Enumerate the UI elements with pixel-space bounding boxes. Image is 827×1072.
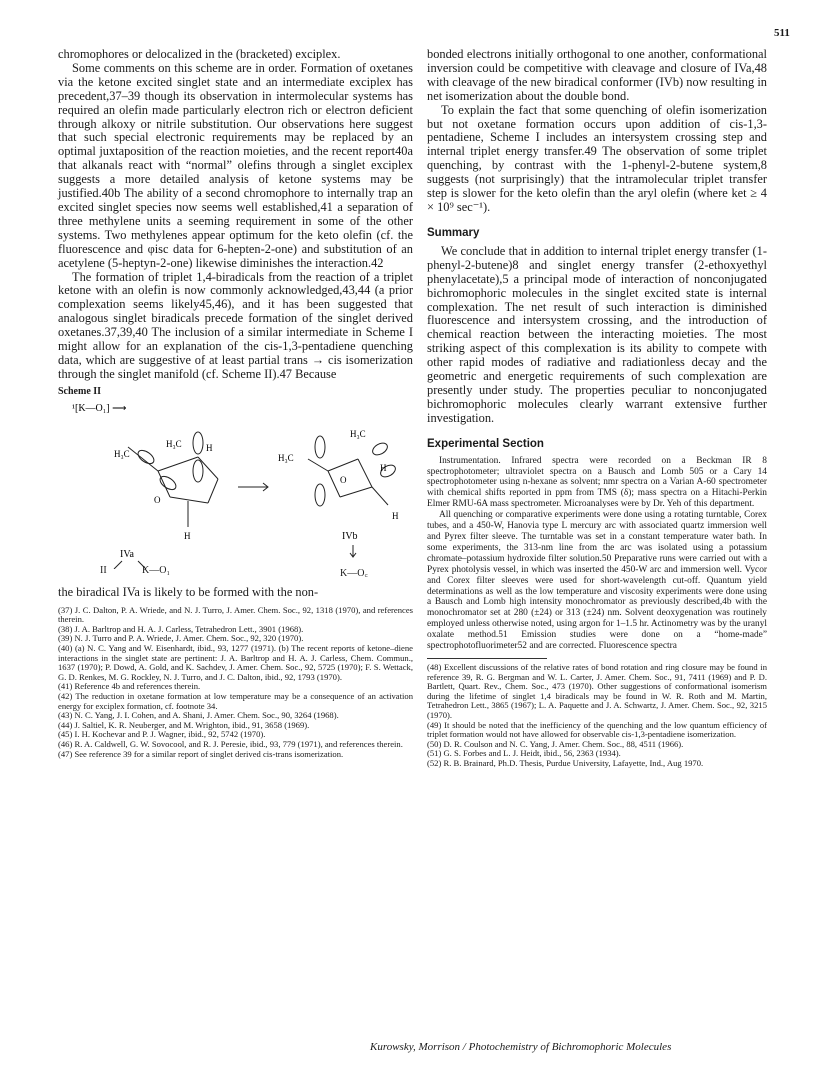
section-heading-summary: Summary xyxy=(427,226,480,239)
footnote-divider xyxy=(427,658,547,659)
footnote: (51) G. S. Forbes and L. J. Heidt, ibid., 56, 2363 (1934). xyxy=(427,748,621,759)
footnotes-right xyxy=(427,663,767,769)
right-column xyxy=(427,48,767,769)
footnote: (41) Reference 4b and references therein. xyxy=(58,681,201,692)
oxygen-label: O xyxy=(154,494,161,505)
scheme-ii-figure xyxy=(58,399,413,569)
scheme-ii-diagram xyxy=(58,399,413,569)
paragraph: The formation of triplet 1,4-biradicals from the reaction of a triplet ketone with an olefin is now commonly acknowledged,43,44 (a prior complexation seems likely45,46), and it has been suggested that analogous singlet biradicals precede formation of the singlet derived oxetanes.37,39,40 The inclusion of a similar intermediate in Scheme I might allow for an explanation of the cis-1,3-pentadiene quenching data, which are suggestive of at least partial trans → cis isomerization through the singlet manifold (cf. Scheme II).47 Because xyxy=(58,269,413,381)
footnote: (42) The reduction in oxetane formation at low temperature may be a consequence of an activation energy for exciplex formation, cf. footnote 34. xyxy=(58,691,413,711)
hydrogen-label: H xyxy=(380,462,387,473)
paragraph: All quenching or comparative experiments were done using a rotating turntable, Corex tubes, and a 450-W, Hanovia type L mercury arc with associated quartz immersion well and Pyrex filter sleeve. The turntable was set in a constant temperature water bath. In some experiments, the 313-nm line from the arc was isolated using a potassium chromate–potassium hydroxide filter solution.50 Preparative runs were carried out with a Pyrex photolysis vessel, in which was inserted the 450-W arc and immersion well. Vycor and Corex filter sleeves were used for short-wavelength cut-off. Quantum yield determinations as well as the low temperature and viscosity experiments were done using a Bausch and Lomb high intensity monochromator as previously described,4b with the monochromator set at 280 (±24) or 313 (±24) nm. Solvent deoxygenation was routinely employed unless otherwise noted, using argon for 1–1.5 hr. Actinometry was by the uranyl oxalate method.51 Emission studies were done on a “home-made” spectrophotofluorimeter52 and are corrected. Fluorescence spectra xyxy=(427,510,767,652)
footnote: (46) R. A. Caldwell, G. W. Sovocool, and R. J. Peresie, ibid., 93, 779 (1971), and references therein. xyxy=(58,738,403,749)
methyl-label: H₃C xyxy=(114,448,130,459)
running-footer: Kurowsky, Morrison / Photochemistry of Bichromophoric Molecules xyxy=(370,1041,672,1053)
paragraph: To explain the fact that some quenching of olefin isomerization but not oxetane formation occurs upon addition of cis-1,3-pentadiene, Scheme I includes an intersystem crossing step and internal triplet energy transfer.49 The observation of some triplet quenching, by contrast with the 1-phenyl-2-butene system,8 suggests (not surprisingly) that the intramolecular triplet transfer step is slower for the keto olefin than the aryl olefin (where ket ≥ 4 × 10⁹ sec⁻¹). xyxy=(427,102,767,214)
hydrogen-label: H xyxy=(184,530,191,541)
footnote: (52) R. B. Brainard, Ph.D. Thesis, Purdue University, Lafayette, Ind., Aug 1970. xyxy=(427,757,704,768)
methyl-label: H₃C xyxy=(166,438,182,449)
left-column xyxy=(58,48,413,759)
hydrogen-label: H xyxy=(392,510,399,521)
footnote: (38) J. A. Barltrop and H. A. J. Carless, Tetrahedron Lett., 3901 (1968). xyxy=(58,623,304,634)
footnote: (40) (a) N. C. Yang and W. Eisenhardt, ibid., 93, 1277 (1971). (b) The recent reports of ketone–diene interactions in the singlet state are pertinent: J. A. Barltrop and H. A. J. Carless, Chem. Commun., 1637 (1970); P. Dowd, A. Gold, and K. Sachdev, J. Amer. Chem. Soc., 92, 5725 (1970); F. S. Wettack, G. D. Renkes, M. G. Rockley, N. J. Turro, and J. C. Dalton, ibid., 92, 1793 (1970). xyxy=(58,643,413,682)
product-label: K—O₁ xyxy=(142,564,170,576)
oxygen-label: O xyxy=(340,474,347,485)
paragraph: Some comments on this scheme are in order. Formation of oxetanes via the ketone excited singlet state and an intermediate exciplex has precedent,37–39 though its observation in intermolecular systems has required an olefin made particularly electron rich or electron deficient through alkoxy or nitrile substitution. Our observations here suggest that such special electronic requirements may be replaced by an optimal juxtaposition of the reaction moieties, and the recent report40a that alkanals react with “normal” olefins through a singlet exciplex suggests a more detailed analysis of ketone systems may be justified.40b The ability of a second chromophore to internally trap an excited singlet species now seems well established,41 a separation of three methylene units a seeming requirement in some of the other systems. Two methylenes appear optimum for the keto olefin (cf. the fluorescence and φisc data for 6-hepten-2-one) and substitution of an acetylene (5-heptyn-2-one) likewise diminishes the interaction.42 xyxy=(58,60,413,270)
section-heading-experimental: Experimental Section xyxy=(427,437,544,450)
paragraph: We conclude that in addition to internal triplet energy transfer (1-phenyl-2-butene)8 and singlet energy transfer (2-ethoxyethyl phenylacetate),5 a principal mode of interaction of nonconjugated bichromophoric molecules in the singlet excited state is internal complexation. The net result of such interaction is diminished fluorescence and intersystem crossing, and the introduction of chemical reaction between the interacting moieties. The most striking aspect of this complexation is its ability to compete with other rapid modes of radiative and radiationless decay and the geometric and energetic requirements of such complexation are presently under study. The properties peculiar to nonconjugated bichromophoric molecules clearly warrant extensive further investigation. xyxy=(427,243,767,425)
footnote: (37) J. C. Dalton, P. A. Wriede, and N. J. Turro, J. Amer. Chem. Soc., 92, 1318 (1970), and references therein. xyxy=(58,604,413,625)
reaction-arrow xyxy=(350,545,356,557)
paragraph: chromophores or delocalized in the (bracketed) exciplex. xyxy=(58,47,341,61)
footnote: (39) N. J. Turro and P. A. Wriede, J. Amer. Chem. Soc., 92, 320 (1970). xyxy=(58,633,304,644)
compound-label-ivb: IVb xyxy=(342,530,358,542)
hydrogen-label: H xyxy=(206,442,213,453)
scheme-start: ¹[K—O₁] ⟶ xyxy=(72,402,127,414)
product-label: II xyxy=(100,564,107,576)
paragraph: the biradical IVa is likely to be formed with the non- xyxy=(58,584,319,599)
compound-label-iva: IVa xyxy=(120,548,134,560)
page-number: 511 xyxy=(774,27,790,39)
footnote: (50) D. R. Coulson and N. C. Yang, J. Amer. Chem. Soc., 88, 4511 (1966). xyxy=(427,738,684,749)
paragraph: Instrumentation. Infrared spectra were recorded on a Beckman IR 8 spectrophotometer; ultraviolet spectra on a Bausch and Lomb 505 or a Cary 14 spectrophotometer using n-hexane as solvent; nmr spectra on a Varian A-60 spectrometer with chemical shifts reported in ppm from TMS (δ); mass spectra on a Hitachi-Perkin Elmer RMU-6A mass spectrometer. Microanalyses were by Dr. Yeh of this department. xyxy=(427,455,767,510)
footnotes-left xyxy=(58,606,413,760)
footnote: (49) It should be noted that the inefficiency of the quenching and the low quantum efficiency of triplet formation would not have allowed for observable cis-1,3-pentadiene isomerization. xyxy=(427,719,767,740)
footnote: (43) N. C. Yang, J. I. Cohen, and A. Shani, J. Amer. Chem. Soc., 90, 3264 (1968). xyxy=(58,710,339,721)
footnote: (45) I. H. Kochevar and P. J. Wagner, ibid., 92, 5742 (1970). xyxy=(58,729,266,740)
product-label: K—O꜀ xyxy=(340,567,368,579)
methyl-label: H₃C xyxy=(350,428,366,439)
paragraph: bonded electrons initially orthogonal to one another, conformational inversion could be competitive with cleavage and closure of IVa,48 with cleavage of the new biradical conformer (IVb) now resulting in net isomerization about the double bond. xyxy=(427,47,767,103)
footnote: (48) Excellent discussions of the relative rates of bond rotation and ring closure may be found in reference 39, R. G. Bergman and W. L. Carter, J. Amer. Chem. Soc., 91, 7411 (1969) and P. D. Bartlett, Quart. Rev., Chem. Soc., 473 (1970). Other suggestions of conformational isomerism during the lifetime of singlet 1,4 biradicals may be found in W. R. Roth and M. Martin, Tetrahedron Lett., 3865 (1967); L. A. Paquette and J. A. Schwartz, J. Amer. Chem. Soc., 92, 3215 (1970). xyxy=(427,661,767,720)
footnote: (47) See reference 39 for a similar report of singlet derived cis-trans isomerization. xyxy=(58,748,344,759)
reaction-arrow xyxy=(238,483,268,491)
methyl-label: H₃C xyxy=(278,452,294,463)
scheme-products xyxy=(58,565,413,579)
footnote: (44) J. Saltiel, K. R. Neuberger, and M. Wrighton, ibid., 91, 3658 (1969). xyxy=(58,719,310,730)
scheme-title: Scheme II xyxy=(58,385,102,397)
